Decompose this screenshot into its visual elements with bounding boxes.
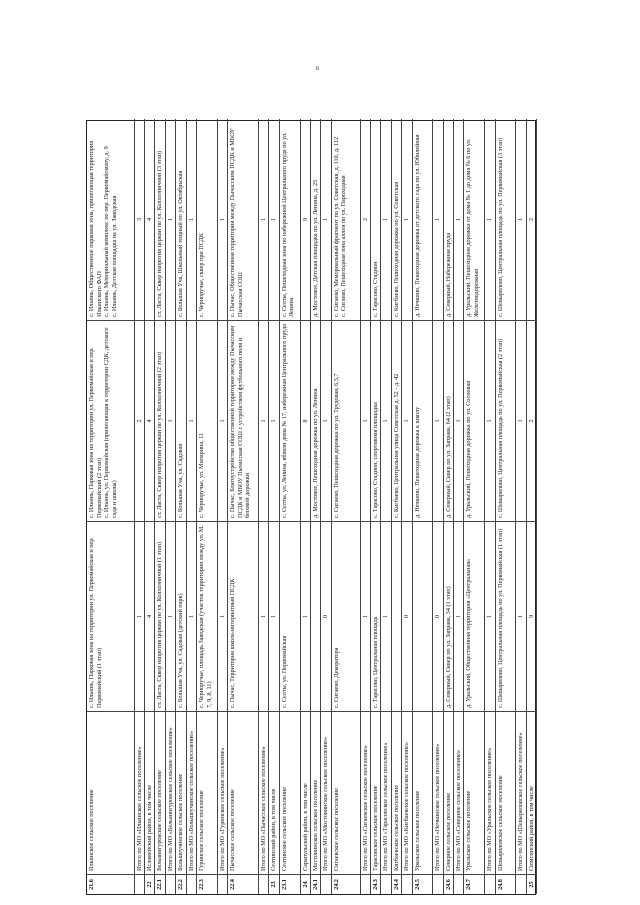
table-row	[301, 119, 311, 894]
cell-name: Итого по МО «Бельанигуровское сельское поселение»	[166, 711, 175, 874]
cell-name: Итого по МО «Кигбаевское сельское поселение»	[402, 711, 411, 874]
cell-v3: с. Сигаево, Мемориальный фрагмент по ул. Советская, д. 110, д. 112 с. Сигаево, Пешеходная зона аллея по ул. Пароходная	[332, 136, 348, 317]
table-row	[371, 119, 381, 894]
cell-num: 24.3	[371, 874, 380, 894]
cell-v2: с. Кигбаево, Центральная улица Советская д. 52 - д. 42	[392, 320, 401, 521]
cell-name: Итого по МО «Ильинское сельское поселение»	[135, 711, 144, 874]
cell-v3: 1	[486, 217, 494, 222]
cell-v2: 2	[135, 320, 144, 521]
cell-v2: 1	[259, 320, 268, 521]
cell-num	[361, 874, 370, 894]
cell-v3: с. Большая Уча, Школьный тещный по ул. Октябрьская	[177, 170, 185, 317]
cell-num: 24.7	[464, 874, 484, 894]
cell-v2: ст. Ласта, Сквер напротив церкви по ул. Колхозничной (2 этап)	[155, 320, 164, 521]
cell-v2: 4	[145, 320, 154, 521]
cell-name: Итого по МО «Шевыряловское сельское поселение»	[516, 711, 525, 874]
table-row	[413, 119, 434, 894]
cell-v2: д. Уральский, Пешеходная дорожка по ул. Сосновая	[464, 320, 484, 521]
cell-v3: ст. Ласта, Сквер напротив церкви по ул. Колхозничной (3 этап)	[156, 150, 164, 317]
cell-name: Ильинское сельское поселение	[87, 711, 134, 874]
table-row	[176, 119, 186, 894]
cell-num	[485, 874, 494, 894]
table-row	[454, 119, 464, 894]
cell-name: Итого по МО «Гуринское сельское поселение»	[218, 711, 227, 874]
cell-num	[187, 874, 196, 894]
cell-num: 24.4	[392, 874, 401, 894]
cell-v3: д. Мостовое, Детская площадка по ул. Ленина, д. 25	[311, 179, 319, 317]
cell-name: Уральское сельское поселение	[464, 711, 484, 874]
cell-v2: с. Шевырялово, Центральная площадь по ул. Первомайская (2 этап)	[496, 320, 516, 521]
cell-v2: д. Нечкино, Пешеходная дорожка к школу	[413, 320, 433, 521]
cell-num: 22.3	[197, 874, 217, 894]
cell-v1: с. Черноручье, площадь Заводская (участок территории между ул. М. 7, 9, 8, 11)	[197, 521, 217, 711]
cell-num: 24.8	[496, 874, 516, 894]
cell-v2: с. Большая Уча, ул. Садовая	[176, 320, 185, 521]
cell-name: Итого по МО «Пычасское сельское поселение»	[259, 711, 268, 874]
cell-v1: 4	[145, 521, 154, 711]
cell-name: Итого по МО «Нечкинское сельское поселение»	[433, 711, 442, 874]
table-row	[321, 119, 331, 894]
cell-v3: 4	[146, 217, 154, 222]
cell-name: Уральское сельское поселение	[413, 711, 433, 874]
cell-v1	[413, 521, 433, 711]
cell-v2: 1	[454, 320, 463, 521]
table-row	[187, 119, 197, 894]
cell-num: 22.1	[155, 874, 164, 894]
cell-num: 24	[301, 874, 310, 894]
cell-v1: 1	[269, 521, 278, 711]
cell-v1: 0	[433, 521, 442, 711]
table-row	[496, 119, 517, 894]
cell-name: Селтинский район, в том числе	[269, 711, 278, 874]
cell-v3: 1	[403, 217, 411, 222]
cell-v2: с. Черноручье, ул. Миларина, 11	[197, 320, 217, 521]
cell-v2: 1	[218, 320, 227, 521]
cell-v1: д. Северный, Сквер по ул. Заправа, 34 (1 этап)	[444, 521, 453, 711]
cell-num: 21.6	[87, 874, 134, 894]
page-number: 6	[316, 66, 319, 72]
cell-v3: 1	[218, 217, 226, 222]
table-row	[269, 119, 279, 894]
cell-v2: 1	[166, 320, 175, 521]
cell-num: 22.4	[228, 874, 258, 894]
table-row	[464, 119, 485, 894]
cell-v1: 1	[187, 521, 196, 711]
cell-v3: с. Кигбаево, Пешеходная дорожка по ул. Советская	[392, 181, 400, 317]
cell-v1: с. Ильинь, Парковая зона на территории ул. Первомайская и пер. Первомайский (1 этап)	[87, 521, 134, 711]
cell-num	[516, 874, 525, 894]
cell-num	[433, 874, 442, 894]
cell-v3: д. Нечкино, Пешеходная дорожка от детского сада по ул. Юбилейная	[413, 134, 421, 317]
cell-v1: 1	[381, 521, 390, 711]
cell-v1: 1	[454, 521, 463, 711]
cell-num	[259, 874, 268, 894]
cell-v2: 1	[516, 320, 525, 521]
table-row	[280, 119, 301, 894]
table-row	[218, 119, 228, 894]
cell-v2: 1	[361, 320, 370, 521]
table-row	[485, 119, 495, 894]
cell-v3: 3	[135, 217, 143, 222]
cell-num	[381, 874, 390, 894]
cell-v1: 1	[516, 521, 525, 711]
cell-name: Северное сельское поселение	[444, 711, 453, 874]
cell-v1: с. Шевырялово, Центральная площадь по ул. Первомайская (1 этап)	[496, 521, 516, 711]
cell-v1: 1	[218, 521, 227, 711]
cell-v2: 1	[433, 320, 442, 521]
cell-name: Селтинское сельское поселение	[280, 711, 300, 874]
cell-v2: с. Ильинь, Парковая зона на территории ул. Первомайская и пер. Первомайский (2 этап) с. Ильинь, ул. Первомайская (прилегающая к территории СДК, детского сада и школы)	[87, 320, 134, 521]
table-row	[516, 119, 526, 894]
cell-v2: с. Тарасово, Стадион, спортивная площадка	[371, 320, 380, 521]
cell-name: Итого по МО «Мостовинское сельское поселение»	[321, 711, 330, 874]
table-row	[311, 119, 321, 894]
cell-v1: 1	[301, 521, 310, 711]
cell-v3: 2	[527, 217, 535, 222]
table-row	[527, 119, 537, 894]
cell-v1: с. Тарасово, Центральная площадь	[371, 521, 380, 711]
table-row	[433, 119, 443, 894]
cell-num: 22	[145, 874, 154, 894]
cell-num	[166, 874, 175, 894]
table-row	[361, 119, 371, 894]
cell-name: Сарапульский район, в том числе	[301, 711, 310, 874]
cell-v1: 0	[321, 521, 330, 711]
cell-v3: 9	[301, 217, 309, 222]
cell-v3: 1	[322, 217, 330, 222]
cell-v1	[392, 521, 401, 711]
cell-v3: 1	[187, 217, 195, 222]
cell-v1: с. Пычас, Территория школа-интернатный ПСДК	[228, 521, 258, 711]
cell-v3: с. Ильинь, Общественное парковая зона, прилегающая территория Ильинского ФАП с. Ильинь, Мемориальный комплекс по пер. Первомайскому, д. 9 с. Ильинь, Детская площадка на ул. Заводская	[88, 140, 118, 317]
cell-v1: 1	[259, 521, 268, 711]
table-row	[381, 119, 391, 894]
cell-v2: 1	[402, 320, 411, 521]
table-row	[332, 119, 361, 894]
cell-v1: 9	[527, 521, 536, 711]
cell-v3: 1	[166, 217, 174, 222]
cell-num: 23.1	[280, 874, 300, 894]
table-row	[228, 119, 259, 894]
cell-v3: 1	[270, 217, 278, 222]
cell-name: Гуринское сельское поселение	[197, 711, 217, 874]
cell-num: 24.6	[444, 874, 453, 894]
cell-name: Мостовинское сельское поселение	[311, 711, 320, 874]
cell-v2: с. Селты, ул. Ленина, вблизи дома № 17, набережная Центрального пруда	[280, 320, 300, 521]
table-row	[402, 119, 412, 894]
cell-v1: ст. Ласта, Сквер напротив церкви по ул. Колхозничной (1 этап)	[155, 521, 164, 711]
cell-v1: 0	[402, 521, 411, 711]
cell-v1	[311, 521, 320, 711]
cell-v3: с. Пычас, Общественная территория между Пычасским ПСДК и МБОУ Пычасская СОШ	[229, 128, 244, 317]
cell-v3: с. Черноручье, сквер при ПСДК	[197, 233, 205, 317]
cell-v2: 1	[187, 320, 196, 521]
cell-name: Исламейский район, в том числе	[145, 711, 154, 874]
cell-v3: 1	[434, 217, 442, 222]
cell-v3: д. Уральский, Пешеходная дорожка от дома № 1 до дома № 6 по ул. Железнодорожная	[465, 138, 480, 317]
table-row	[259, 119, 269, 894]
cell-name: Итого по МО «Уральское сельское поселение»	[485, 711, 494, 874]
cell-v3: 1	[517, 217, 525, 222]
cell-name: Итого по МО «Большеучинское сельское поселение»	[187, 711, 196, 874]
cell-name: Шевыряловское сельское поселение	[496, 711, 516, 874]
table-row	[145, 119, 155, 894]
cell-v2: 1	[321, 320, 330, 521]
cell-name: Итого по МО «Сигаевское сельское поселение»	[361, 711, 370, 874]
cell-name: Итого по МО «Северное сельское поселение»	[454, 711, 463, 874]
cell-name: Бельанигуровское сельское поселение	[155, 711, 164, 874]
cell-v2: 1	[269, 320, 278, 521]
document-table	[86, 120, 536, 895]
cell-num	[321, 874, 330, 894]
table-row	[197, 119, 218, 894]
cell-v1: 1	[166, 521, 175, 711]
table-row	[135, 119, 145, 894]
cell-v2: с. Пычас, Благоустройство общественной территории между Пычасским ПСДК и МБОУ Пычасская СОШ с устройством футбольного поля и беговой дорожки	[228, 320, 258, 521]
cell-v3: с. Шевырялово, Центральная площадь по ул. Первомайская (3 этап)	[496, 137, 504, 317]
cell-v2: 2	[527, 320, 536, 521]
cell-v3: с. Тарасово, Стадион	[372, 261, 380, 317]
cell-v3: с. Селты, Пешеходная зона по набережной Центрального пруда по ул. Ленина	[280, 132, 296, 317]
cell-v3: 2	[361, 217, 369, 222]
cell-name: Большеучинское сельское поселение	[176, 711, 185, 874]
table-row	[444, 119, 454, 894]
cell-v2: 8	[301, 320, 310, 521]
cell-v2: 1	[485, 320, 494, 521]
cell-name: Сигаевское сельское поселение	[332, 711, 360, 874]
cell-num: 22.2	[176, 874, 185, 894]
cell-num: 23	[269, 874, 278, 894]
cell-v3: д. Северный, Набережная пруда	[444, 232, 452, 317]
cell-name: Пычасское сельское поселение	[228, 711, 258, 874]
cell-num	[402, 874, 411, 894]
cell-v1: 1	[361, 521, 370, 711]
cell-v3: 1	[260, 217, 268, 222]
cell-v2: д. Северный, Сквер по ул. Заправа, 64 (2 этап)	[444, 320, 453, 521]
cell-num: 24.2	[332, 874, 360, 894]
cell-v3: 1	[382, 217, 390, 222]
cell-name: Сюмсинский район, в том числе	[527, 711, 536, 874]
cell-name: Итого по МО «Тарасовское сельское поселение»	[381, 711, 390, 874]
cell-num: 24.5	[413, 874, 433, 894]
cell-v1: с. Сигаево, Декоратора	[332, 521, 360, 711]
table-row	[87, 119, 135, 894]
cell-num: 25	[527, 874, 536, 894]
cell-name: Кигбаевское сельское поселение	[392, 711, 401, 874]
cell-v3: 1	[455, 217, 463, 222]
cell-v2: 1	[381, 320, 390, 521]
table-row	[155, 119, 165, 894]
cell-num: 24.1	[311, 874, 320, 894]
cell-v1: с. Большая Уча, ул. Садовая (детский парк)	[176, 521, 185, 711]
cell-v1: с. Селты, ул. Первомайская	[280, 521, 300, 711]
cell-v1: 1	[485, 521, 494, 711]
cell-num	[454, 874, 463, 894]
cell-v2: д. Мостовое, Пешеходная дорожка по ул. Ленина	[311, 320, 320, 521]
cell-num	[218, 874, 227, 894]
cell-v1: д. Уральский, Общественная территория «Центральная»	[464, 521, 484, 711]
cell-num	[135, 874, 144, 894]
cell-v1: 1	[135, 521, 144, 711]
table-row	[166, 119, 176, 894]
cell-name: Тарасовское сельское поселение	[371, 711, 380, 874]
table-row	[392, 119, 402, 894]
cell-v2: с. Сигаево, Пешеходная дорожка по ул. Трудовая, 6,5,7	[332, 320, 360, 521]
